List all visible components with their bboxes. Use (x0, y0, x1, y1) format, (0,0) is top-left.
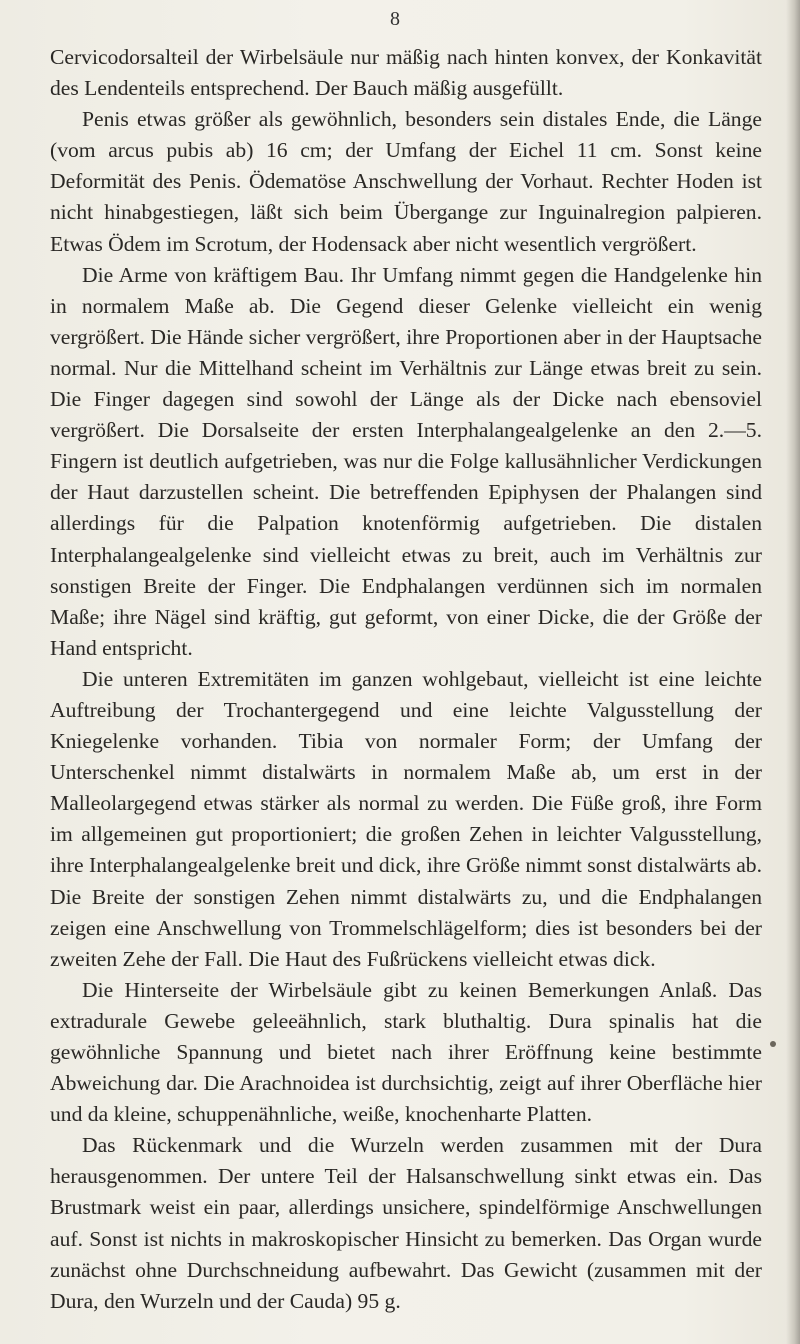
paragraph-spinal-cord: Das Rückenmark und die Wurzeln werden zusammen mit der Dura herausgenommen. Der untere Teil der Halsanschwellung sinkt etwas ein. Das Brustmark weist ein paar, allerdings unsichere, spindelförmige Anschwellungen auf. Sonst ist nichts in makroskopischer Hinsicht zu bemerken. Das Organ wurde zunächst ohne Durchschneidung aufbewahrt. Das Gewicht (zusammen mit der Dura, den Wurzeln und der Cauda) 95 g. (50, 1133, 762, 1313)
page-number: 8 (390, 8, 400, 30)
paragraph-penis-testes: Penis etwas größer als gewöhnlich, besonders sein distales Ende, die Länge (vom arcus pubis ab) 16 cm; der Umfang der Eichel 11 cm. Sonst keine Deformität des Penis. Ödematöse Anschwellung der Vorhaut. Rechter Hoden ist nicht hinabgestiegen, läßt sich beim Übergange zur Inguinalregion palpieren. Etwas Ödem im Scrotum, der Hodensack aber nicht wesentlich vergrößert. (50, 107, 762, 256)
paragraph-spine-abdomen: Cervicodorsalteil der Wirbelsäule nur mäßig nach hinten konvex, der Konkavität des Lendenteils entsprechend. Der Bauch mäßig ausgefüllt. (50, 45, 762, 101)
paragraph-arms-hands: Die Arme von kräftigem Bau. Ihr Umfang nimmt gegen die Handgelenke hin in normalem Maße ab. Die Gegend dieser Gelenke vielleicht ein wenig vergrößert. Die Hände sicher vergrößert, ihre Proportionen aber in der Hauptsache normal. Nur die Mittelhand scheint im Verhältnis zur Länge etwas breit zu sein. Die Finger dagegen sind sowohl der Länge als der Dicke nach ebensoviel vergrößert. Die Dorsalseite der ersten Interphalangealgelenke an den 2.—5. Fingern ist deutlich aufgetrieben, was nur die Folge kallusähnlicher Verdickungen der Haut darzustellen scheint. Die betreffenden Epiphysen der Phalangen sind allerdings für die Palpation knotenförmig aufgetrieben. Die distalen Interphalangealgelenke sind vielleicht etwas zu breit, auch im Verhältnis zur sonstigen Breite der Finger. Die Endphalangen verdünnen sich im normalen Maße; ihre Nägel sind kräftig, gut geformt, von einer Dicke, die der Größe der Hand entspricht. (50, 262, 762, 660)
paragraph-spine-dura: Die Hinterseite der Wirbelsäule gibt zu keinen Bemerkungen Anlaß. Das extradurale Gewebe geleeähnlich, stark bluthaltig. Dura spinalis hat die gewöhnliche Spannung und bietet nach ihrer Eröffnung keine bestimmte Abweichung dar. Die Arachnoidea ist durchsichtig, zeigt auf ihrer Oberfläche hier und da kleine, schuppenähnliche, weiße, knochenharte Platten. (50, 977, 762, 1127)
paper-speck (770, 1041, 776, 1047)
paragraph-lower-extremities: Die unteren Extremitäten im ganzen wohlgebaut, vielleicht ist eine leichte Auftreibung der Trochantergegend und eine leichte Valgusstellung der Kniegelenke vorhanden. Tibia von normaler Form; der Umfang der Unterschenkel nimmt distalwärts in normalem Maße ab, um erst in der Malleolargegend etwas stärker als normal zu werden. Die Füße groß, ihre Form im allgemeinen gut proportioniert; die großen Zehen in leichter Valgusstellung, ihre Interphalangealgelenke breit und dick, ihre Größe nimmt sonst distalwärts ab. Die Breite der sonstigen Zehen nimmt distalwärts zu, und die Endphalangen zeigen eine Anschwellung von Trommelschlägelform; dies ist besonders bei der zweiten Zehe der Fall. Die Haut des Fußrückens vielleicht etwas dick. (50, 666, 762, 971)
body-text (50, 42, 762, 1317)
page-edge-shadow (786, 0, 800, 1344)
